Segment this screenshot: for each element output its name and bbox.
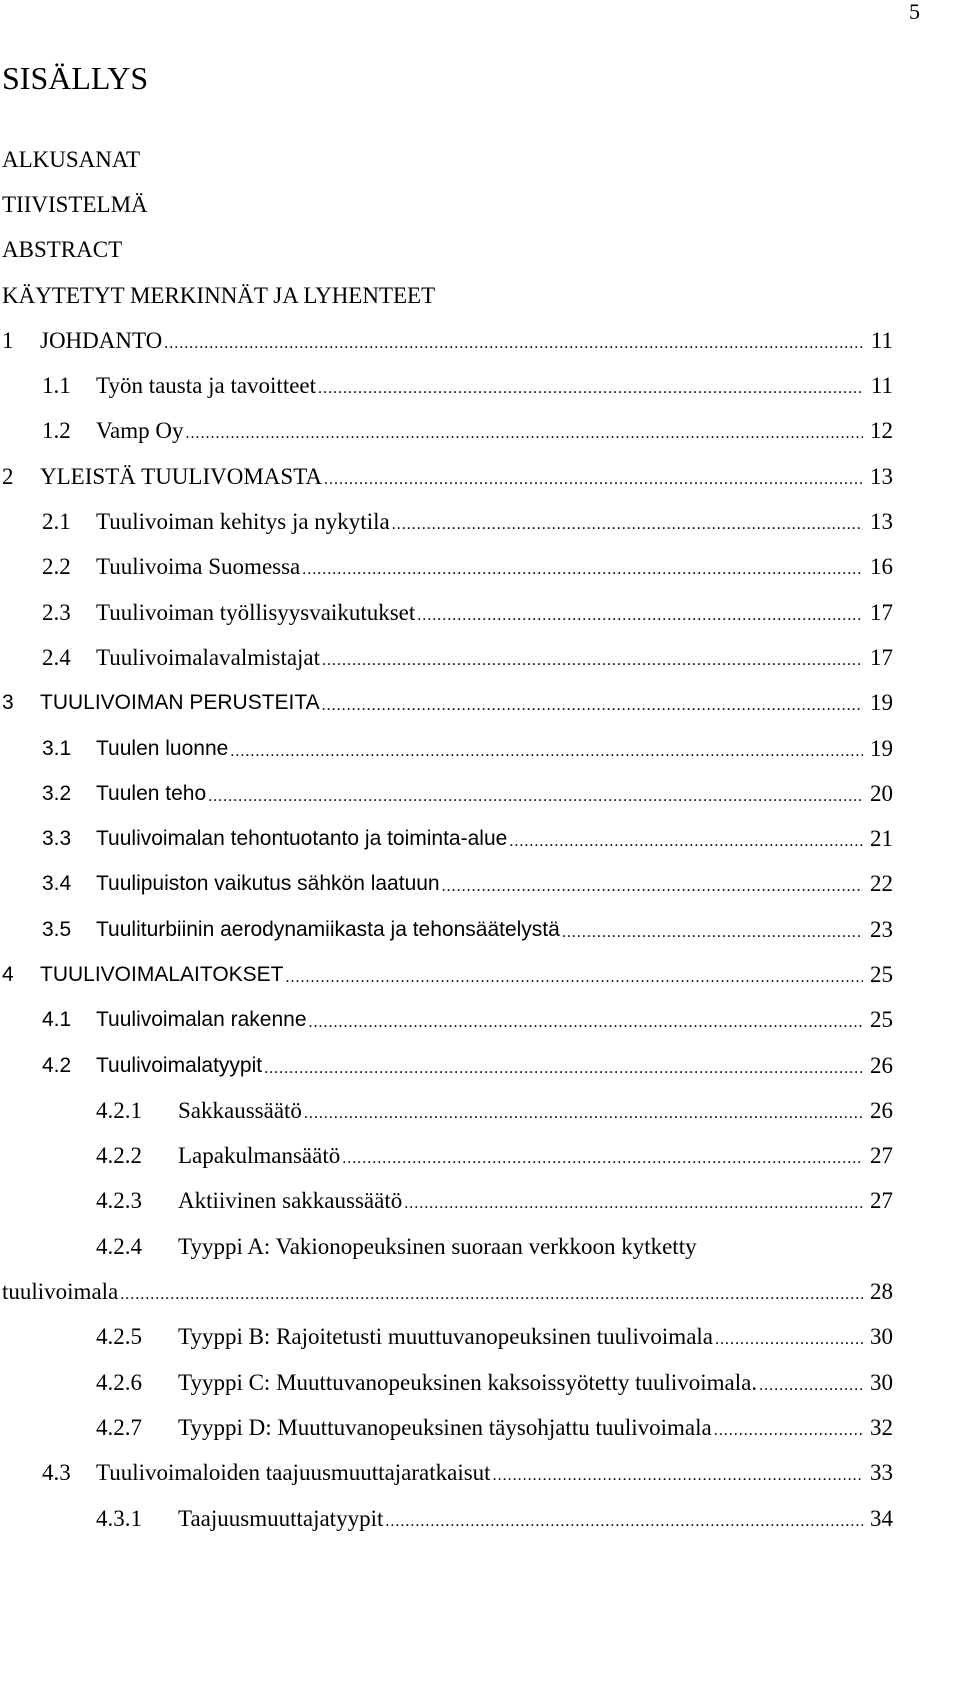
dot-leader <box>302 561 863 579</box>
toc-entry-page: 17 <box>870 644 893 670</box>
toc-entry-title: ALKUSANAT <box>2 146 140 172</box>
toc-entry-number: 1.1 <box>42 373 71 399</box>
dot-leader <box>309 1014 863 1032</box>
toc-entry-title: Tuulivoiman työllisyysvaikutukset <box>96 599 416 625</box>
toc-entry-number: 2.1 <box>42 509 71 535</box>
toc-entry-number: 4.3 <box>42 1460 71 1486</box>
dot-leader <box>509 833 863 851</box>
dot-leader <box>714 1422 863 1440</box>
dot-leader <box>417 607 863 625</box>
toc-entry-title: TUULIVOIMALAITOKSET <box>40 962 284 986</box>
toc-entry[interactable] <box>2 907 893 952</box>
toc-entry-page: 23 <box>870 916 893 942</box>
toc-entry-page: 11 <box>870 373 893 399</box>
toc-entry-title: Tuulivoiman kehitys ja nykytila <box>96 509 390 535</box>
dot-leader <box>120 1286 863 1304</box>
dot-leader <box>322 652 863 670</box>
dot-leader <box>392 516 863 534</box>
toc-entry-number: 3.4 <box>42 872 72 896</box>
toc-entry[interactable] <box>2 1496 893 1541</box>
toc-entry-number: 4.2.4 <box>96 1233 142 1259</box>
toc-entry[interactable] <box>2 635 893 680</box>
dot-leader <box>318 380 863 398</box>
toc-entry-number: 4.2.6 <box>96 1369 142 1395</box>
toc-entry-title: Tuulipuiston vaikutus sähkön laatuun <box>96 872 440 896</box>
toc-entry-number: 4.2 <box>42 1053 72 1077</box>
toc-entry <box>2 273 893 318</box>
toc-entry-title: Vamp Oy <box>96 418 184 444</box>
table-of-contents <box>2 137 893 1541</box>
toc-entry <box>2 182 893 227</box>
toc-entry-title: JOHDANTO <box>40 327 163 353</box>
toc-entry[interactable] <box>2 1043 893 1088</box>
toc-entry[interactable] <box>2 545 893 590</box>
toc-entry[interactable] <box>2 363 893 408</box>
toc-entry-title: Tyyppi C: Muuttuvanopeuksinen kaksoissyötetty tuulivoimala. <box>178 1369 758 1395</box>
dot-leader <box>286 969 864 987</box>
dot-leader <box>164 335 863 353</box>
toc-entry-page: 27 <box>870 1188 893 1214</box>
toc-entry-page: 30 <box>870 1324 893 1350</box>
toc-entry-title: YLEISTÄ TUULIVOMASTA <box>40 463 323 489</box>
toc-entry-number: 2 <box>2 463 14 489</box>
toc-entry[interactable] <box>2 454 893 499</box>
toc-entry[interactable] <box>2 1134 893 1179</box>
toc-entry[interactable] <box>2 1088 893 1133</box>
toc-entry-number: 3 <box>2 691 14 715</box>
dot-leader <box>230 743 863 761</box>
toc-entry-continuation[interactable] <box>2 1269 893 1314</box>
dot-leader <box>208 788 863 806</box>
toc-entry-number: 4.2.7 <box>96 1414 142 1440</box>
dot-leader <box>493 1467 863 1485</box>
toc-entry <box>2 137 893 182</box>
dot-leader <box>324 471 863 489</box>
toc-entry-page: 26 <box>870 1097 893 1123</box>
toc-entry[interactable] <box>2 1315 893 1360</box>
dot-leader <box>385 1513 863 1531</box>
toc-entry-page: 19 <box>870 735 893 761</box>
toc-entry-title: Tuulivoimalatyypit <box>96 1053 263 1077</box>
toc-entry-number: 4.2.3 <box>96 1188 142 1214</box>
toc-entry-title: Tuulivoimalan rakenne <box>96 1008 307 1032</box>
toc-entry[interactable] <box>2 1179 893 1224</box>
toc-entry-number: 1 <box>2 327 14 353</box>
toc-entry-title: Tuuliturbiinin aerodynamiikasta ja tehonsäätelystä <box>96 917 560 941</box>
toc-entry[interactable] <box>2 681 893 726</box>
toc-entry-page: 11 <box>870 327 893 353</box>
toc-entry-number: 3.2 <box>42 781 72 805</box>
dot-leader <box>342 1150 863 1168</box>
toc-entry-title: ABSTRACT <box>2 237 123 263</box>
toc-entry-number: 4.2.1 <box>96 1097 142 1123</box>
toc-entry-page: 21 <box>870 826 893 852</box>
toc-entry-title: Tuulivoimaloiden taajuusmuuttajaratkaisut <box>96 1460 491 1486</box>
toc-entry-page: 20 <box>870 780 893 806</box>
toc-entry-page: 33 <box>870 1460 893 1486</box>
toc-entry-title: Tuulivoimalan tehontuotanto ja toiminta-alue <box>96 827 508 851</box>
toc-entry-title: Tyyppi B: Rajoitetusti muuttuvanopeuksinen tuulivoimala <box>178 1324 714 1350</box>
toc-entry[interactable] <box>2 1451 893 1496</box>
toc-entry-title: Tuulen teho <box>96 781 207 805</box>
toc-entry[interactable] <box>2 590 893 635</box>
toc-entry-title: Tuulivoimalavalmistajat <box>96 644 321 670</box>
toc-entry[interactable] <box>2 862 893 907</box>
toc-entry-number: 1.2 <box>42 418 71 444</box>
toc-entry[interactable] <box>2 816 893 861</box>
dot-leader <box>322 697 863 715</box>
toc-entry-number: 3.5 <box>42 917 72 941</box>
toc-entry-page: 13 <box>870 509 893 535</box>
toc-entry-page: 28 <box>870 1279 893 1305</box>
dot-leader <box>304 1105 863 1123</box>
toc-entry-page: 32 <box>870 1414 893 1440</box>
toc-entry-title: Tuulivoima Suomessa <box>96 554 301 580</box>
toc-entry-title: Taajuusmuuttajatyypit <box>178 1505 384 1531</box>
dot-leader <box>264 1060 863 1078</box>
toc-entry-number: 4.1 <box>42 1008 72 1032</box>
toc-entry[interactable] <box>2 998 893 1043</box>
toc-entry[interactable] <box>2 771 893 816</box>
dot-leader <box>442 878 863 896</box>
toc-entry[interactable] <box>2 1224 893 1269</box>
toc-entry-page: 25 <box>870 961 893 987</box>
toc-entry-number: 2.2 <box>42 554 71 580</box>
toc-entry-title: KÄYTETYT MERKINNÄT JA LYHENTEET <box>2 282 436 308</box>
toc-entry-page: 22 <box>870 871 893 897</box>
toc-entry[interactable] <box>2 726 893 771</box>
toc-entry-title: Aktiivinen sakkaussäätö <box>178 1188 403 1214</box>
toc-entry-page: 27 <box>870 1143 893 1169</box>
toc-entry-title: TUULIVOIMAN PERUSTEITA <box>40 691 320 715</box>
toc-entry-title: Tyyppi A: Vakionopeuksinen suoraan verkkoon kytketty <box>178 1233 697 1259</box>
page-number: 5 <box>909 0 920 24</box>
toc-entry-page: 13 <box>870 463 893 489</box>
dot-leader <box>562 924 863 942</box>
toc-entry-title: Työn tausta ja tavoitteet <box>96 373 317 399</box>
toc-entry-number: 4 <box>2 962 14 986</box>
toc-entry-number: 4.2.5 <box>96 1324 142 1350</box>
toc-entry-title: Tyyppi D: Muuttuvanopeuksinen täysohjattu tuulivoimala <box>178 1414 712 1440</box>
toc-entry-page: 16 <box>870 554 893 580</box>
page-title: SISÄLLYS <box>2 60 149 96</box>
dot-leader <box>186 425 863 443</box>
toc-entry-page: 12 <box>870 418 893 444</box>
toc-entry <box>2 228 893 273</box>
toc-entry-page: 25 <box>870 1007 893 1033</box>
toc-entry-number: 2.3 <box>42 599 71 625</box>
toc-entry-title: Sakkaussäätö <box>178 1097 302 1123</box>
toc-entry[interactable] <box>2 1405 893 1450</box>
dot-leader <box>404 1195 863 1213</box>
toc-entry-title: Tuulen luonne <box>96 736 229 760</box>
toc-entry-number: 3.1 <box>42 736 72 760</box>
toc-entry[interactable] <box>2 499 893 544</box>
toc-entry-number: 2.4 <box>42 644 71 670</box>
toc-entry-title: tuulivoimala <box>2 1279 119 1305</box>
toc-entry-number: 3.3 <box>42 827 72 851</box>
toc-entry-title: TIIVISTELMÄ <box>2 191 148 217</box>
toc-entry-number: 4.3.1 <box>96 1505 142 1531</box>
toc-entry[interactable] <box>2 318 893 363</box>
toc-entry[interactable] <box>2 952 893 997</box>
toc-entry-page: 26 <box>870 1052 893 1078</box>
dot-leader <box>759 1377 863 1395</box>
toc-entry-number: 4.2.2 <box>96 1143 142 1169</box>
toc-entry-page: 17 <box>870 599 893 625</box>
dot-leader <box>715 1331 863 1349</box>
toc-entry[interactable] <box>2 1360 893 1405</box>
toc-entry-page: 30 <box>870 1369 893 1395</box>
toc-entry-title: Lapakulmansäätö <box>178 1143 341 1169</box>
toc-entry[interactable] <box>2 409 893 454</box>
toc-entry-page: 34 <box>870 1505 893 1531</box>
toc-entry-page: 19 <box>870 690 893 716</box>
